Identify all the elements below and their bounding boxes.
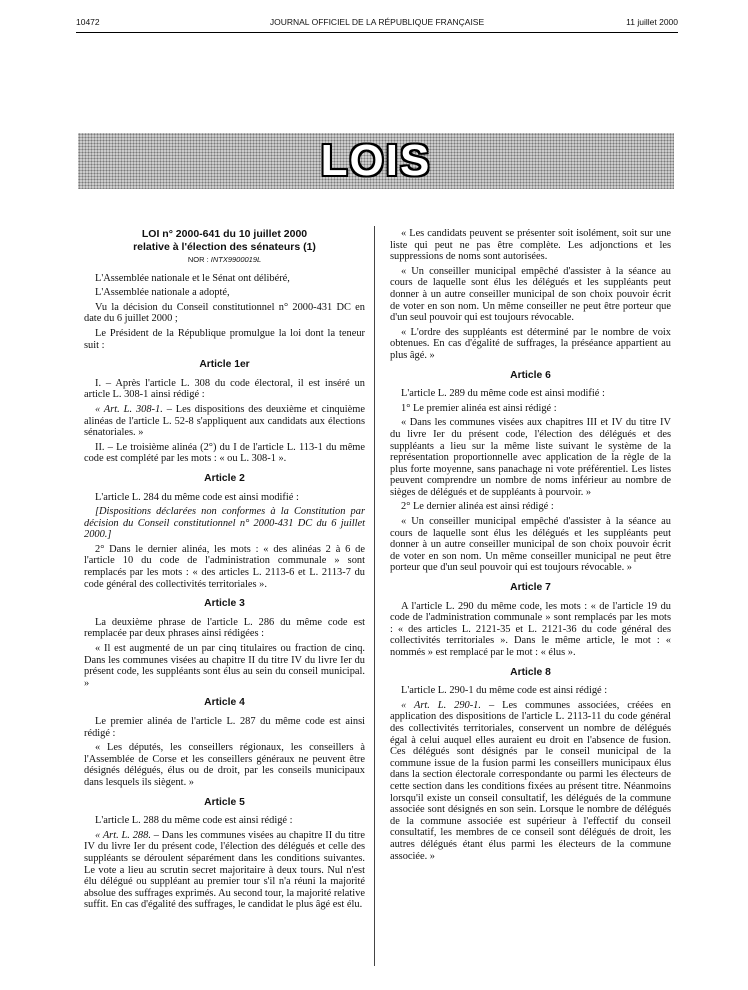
article-paragraph: 2° Le dernier alinéa est ainsi rédigé : <box>401 501 554 513</box>
article-reference: « Art. L. 308-1. <box>95 403 163 415</box>
article-reference: « Art. L. 290-1. <box>401 699 481 711</box>
article-paragraph: « Les candidats peuvent se présenter soit isolément, soit sur une liste qui peut ne pas être complète. Les adjonctions et les suppressions de noms sont autorisées. <box>390 228 671 263</box>
journal-title: JOURNAL OFFICIEL DE LA RÉPUBLIQUE FRANÇAISE <box>269 17 485 27</box>
article-text: – Les dispositions des deuxième et cinquième alinéas de l'article L. 52-8 s'appliquent aux candidats aux élections sénatoriales. » <box>84 403 365 439</box>
article-paragraph: 2° Dans le dernier alinéa, les mots : « des alinéas 2 à 6 de l'article 10 du code de l'administration communale » sont remplacés par les mots : « des articles L. 2113-6 et L. 2113-7 du code général des collectivités territoriales ». <box>84 543 365 590</box>
article-paragraph: L'article L. 284 du même code est ainsi modifié : <box>95 491 299 503</box>
article-4-heading: Article 4 <box>204 697 245 709</box>
article-5-heading: Article 5 <box>204 796 245 808</box>
article-paragraph: L'article L. 289 du même code est ainsi modifié : <box>401 388 605 400</box>
section-title: LOIS <box>320 136 432 185</box>
article-6-heading: Article 6 <box>510 369 551 381</box>
article-paragraph: A l'article L. 290 du même code, les mots : « de l'article 19 du code de l'administration communale » sont remplacés par les mots : « des articles L. 2121-35 et L. 2121-36 du code général des collectivités territoriales ». Dans le même article, le mot : « nommés » est remplacé par le mot : « élus ». <box>390 600 671 658</box>
article-paragraph: La deuxième phrase de l'article L. 286 du même code est remplacée par deux phrases ainsi rédigées : <box>84 616 365 640</box>
article-7-heading: Article 7 <box>510 582 551 594</box>
issue-date: 11 juillet 2000 <box>626 17 678 27</box>
nor-reference <box>84 254 365 266</box>
article-3-heading: Article 3 <box>204 598 245 610</box>
right-column <box>390 228 671 865</box>
censured-provision: [Dispositions déclarées non conformes à la Constitution par décision du Conseil constitutionnel n° 2000-431 DC du 6 juillet 2000.] <box>84 506 365 541</box>
preamble-line: Le Président de la République promulgue la loi dont la teneur suit : <box>84 327 365 351</box>
article-paragraph <box>84 830 365 911</box>
article-paragraph: « L'ordre des suppléants est déterminé par le nombre de voix obtenues. En cas d'égalité de suffrages, la préséance appartient au plus âgé. » <box>390 326 671 361</box>
law-title: LOI n° 2000-641 du 10 juillet 2000 <box>141 228 308 240</box>
left-column <box>84 228 365 914</box>
page-number: 10472 <box>76 17 100 27</box>
article-8-heading: Article 8 <box>510 666 551 678</box>
article-paragraph: « Un conseiller municipal empêché d'assister à la séance au cours de laquelle sont élus les délégués et les suppléants peut donner à un autre conseiller municipal de son choix pouvoir écrit de voter en son nom. Un même conseiller municipal ne peut être porteur que d'un seul pouvoir qui est toujours révocable. » <box>390 516 671 574</box>
article-paragraph: II. – Le troisième alinéa (2°) du I de l'article L. 113-1 du même code est complété par les mots : « ou L. 308-1 ». <box>84 441 365 465</box>
article-reference: « Art. L. 288. <box>95 829 151 841</box>
article-paragraph: « Un conseiller municipal empêché d'assister à la séance au cours de laquelle sont élus les délégués et les suppléants peut donner à un autre conseiller municipal de son choix pouvoir écrit de voter en son nom. Un même conseiller ne peut être porteur que d'un seul pouvoir qui est toujours révocable. <box>390 265 671 324</box>
preamble-line: L'Assemblée nationale a adopté, <box>95 287 230 299</box>
article-text: – Dans les communes visées au chapitre II du titre IV du livre Ier du présent code, l'élection des délégués et celle des suppléants se déroulent séparément dans les conditions suivantes. Le vote a lieu au scrutin secret majoritaire à deux tours. Nul n'est élu délégué ou suppléant au premier tour s'il n'a réuni la majorité absolue des suffrages exprimés. Au second tour, la majorité relative suffit. En cas d'égalité des suffrages, le candidat le plus âgé est élu. <box>84 829 365 911</box>
article-paragraph: « Dans les communes visées aux chapitres III et IV du titre IV du livre Ier du présent code, l'élection des délégués et des suppléants a lieu sur la même liste suivant le système de la représentation proportionnelle avec application de la règle de la plus forte moyenne, sans panachage ni vote préférentiel. Les listes peuvent comprendre un nombre de noms inférieur au nombre de sièges de délégués et de suppléants à pourvoir. » <box>390 417 671 498</box>
law-subtitle: relative à l'élection des sénateurs (1) <box>133 241 316 253</box>
article-paragraph: Le premier alinéa de l'article L. 287 du même code est ainsi rédigé : <box>84 716 365 739</box>
article-1-heading: Article 1er <box>199 359 250 371</box>
article-text: – Les communes associées, créées en application des dispositions de l'article L. 2113-11 du code général des collectivités territoriales, conservent un nombre de délégués égal à celui auquel elles auraient eu droit en l'absence de fusion. Ces délégués sont désignés par le conseil municipal de la commune issue de la fusion parmi les conseillers municipaux élus dans la section électorale correspondante ou parmi les électeurs de cette section dans les conditions fixées au présent titre. Néanmoins lorsqu'il existe un conseil consultatif, les délégués de la commune associée sont désignés en son sein. Lorsque le nombre de délégués de la commune associée est supérieur à l'effectif du conseil consultatif, les membres de ce conseil sont délégués de droit, les autres délégués étant élus parmi les électeurs de la commune associée. » <box>390 699 671 862</box>
article-paragraph: « Les députés, les conseillers régionaux, les conseillers à l'Assemblée de Corse et les conseillers généraux ne peuvent être désignés délégués, élus ou de droit, par les conseils municipaux dans lesquels ils siègent. » <box>84 742 365 788</box>
article-2-heading: Article 2 <box>204 472 245 484</box>
column-divider <box>374 226 375 966</box>
nor-label: NOR : <box>187 255 211 264</box>
preamble-line: Vu la décision du Conseil constitutionnel n° 2000-431 DC en date du 6 juillet 2000 ; <box>84 301 365 325</box>
article-paragraph <box>390 700 671 862</box>
article-paragraph: I. – Après l'article L. 308 du code électoral, il est inséré un article L. 308-1 ainsi rédigé : <box>84 377 365 401</box>
article-paragraph: L'article L. 290-1 du même code est ainsi rédigé : <box>401 685 608 697</box>
header-rule <box>76 32 678 33</box>
article-paragraph <box>84 404 365 439</box>
page-header <box>76 17 678 31</box>
nor-code: INTX9900019L <box>210 255 262 264</box>
article-paragraph: 1° Le premier alinéa est ainsi rédigé : <box>401 402 557 414</box>
article-paragraph: « Il est augmenté de un par cinq titulaires ou fraction de cinq. Dans les communes visées au chapitre II du titre IV du livre Ier du présent code, les suppléants sont élus au sein du conseil municipal. » <box>84 643 365 689</box>
preamble-line: L'Assemblée nationale et le Sénat ont délibéré, <box>95 272 290 284</box>
article-paragraph: L'article L. 288 du même code est ainsi rédigé : <box>95 815 293 827</box>
